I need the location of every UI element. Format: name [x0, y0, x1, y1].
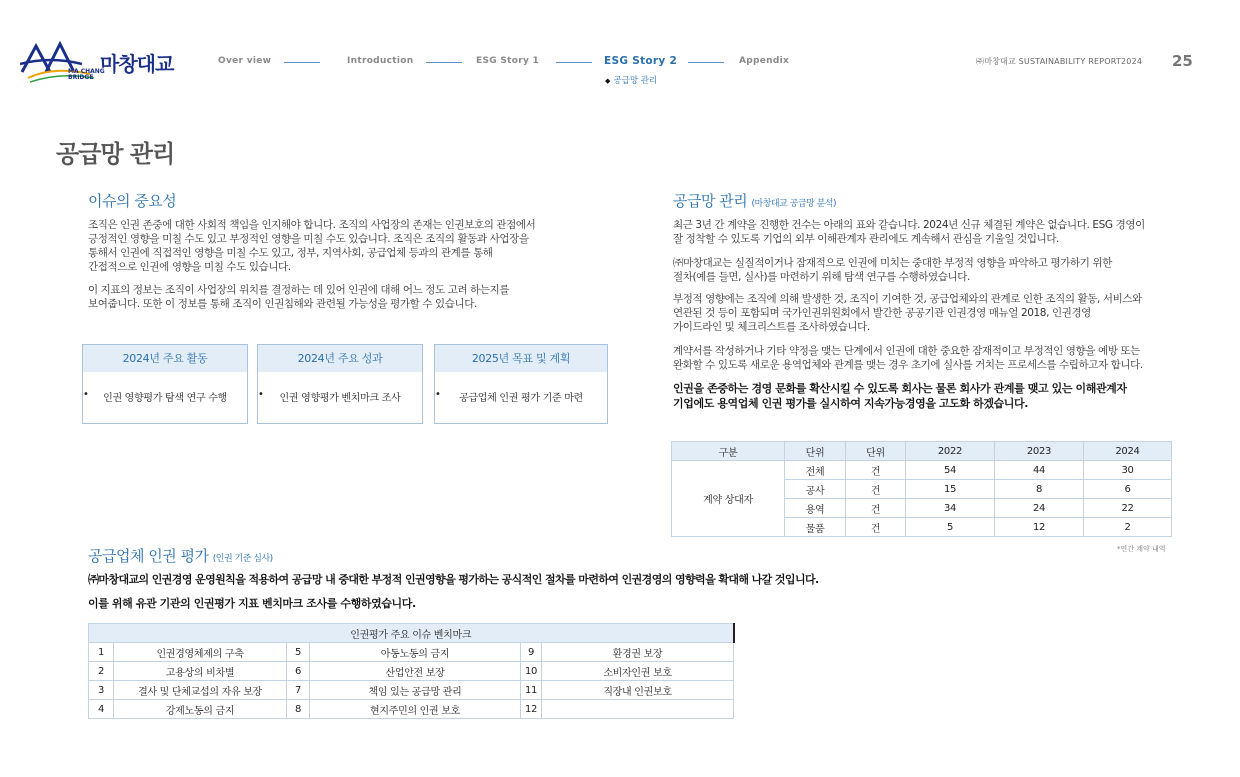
- table-cell: 건: [846, 518, 906, 537]
- result-box-head: 2024년 주요 성과: [258, 345, 422, 372]
- importance-para-2: 이 지표의 정보는 조직이 사업장의 위치를 결정하는 데 있어 인권에 대해 어느 정도 고려 하는지를 보여줍니다. 또한 이 정보를 통해 조직이 인권침해와 관련될 가능성을 평가할 수 있습니다.: [88, 284, 510, 310]
- supplier-eval-line-1: ㈜마창대교의 인권경영 운영원칙을 적용하여 공급망 내 중대한 부정적 인권영향을 평가하는 공식적인 절차를 마련하여 인권경영의 영향력을 확대해 나갈 것입니다.: [88, 573, 819, 586]
- activity-item: 인권 영향평가 탐색 연구 수행: [103, 393, 227, 404]
- bullet-icon: •: [83, 389, 89, 400]
- supply-chain-para-4: 계약서를 작성하거나 기타 약정을 맺는 단계에서 인권에 대한 중요한 잠재적이고 부정적인 영향을 예방 또는 완화할 수 있도록 새로운 용역업체와 관계를 맺는 경우 초기에 실사를 거치는 프로세스를 수립하고자 합니다.: [673, 345, 1143, 371]
- plan-box-head: 2025년 목표 및 계획: [435, 345, 607, 372]
- table-cell: 건: [846, 461, 906, 480]
- page-number: 25: [1172, 52, 1193, 70]
- table-header: 구분: [672, 442, 785, 461]
- table-header: 단위: [785, 442, 846, 461]
- table-cell: 용역: [785, 499, 846, 518]
- issue-number: 12: [521, 700, 542, 719]
- table-cell: 5: [906, 518, 995, 537]
- issue-text: 산업안전 보장: [310, 662, 521, 681]
- activity-box-head: 2024년 주요 활동: [83, 345, 247, 372]
- bullet-icon: •: [435, 389, 441, 400]
- plan-box: [434, 344, 608, 424]
- nav-overview[interactable]: Over view: [218, 56, 272, 66]
- supply-chain-para-1: 최근 3년 간 계약을 진행한 건수는 아래의 표와 같습니다. 2024년 신규 체결된 계약은 없습니다. ESG 경영이 잘 정착할 수 있도록 기업의 외부 이해관계자 관리에도 계속해서 관심을 기울일 것입니다.: [673, 219, 1145, 245]
- bullet-icon: •: [258, 389, 264, 400]
- table-cell: 2: [1084, 518, 1172, 537]
- logo-name: 마창대교: [100, 52, 174, 76]
- table-header: 단위: [846, 442, 906, 461]
- nav-appendix[interactable]: Appendix: [739, 56, 790, 66]
- nav-sub-item[interactable]: ◆ 공급망 관리: [605, 76, 658, 86]
- supplier-eval-title: 공급업체 인권 평가 (인권 기준 심사): [88, 547, 273, 565]
- supply-chain-para-5: 인권을 존중하는 경영 문화를 확산시킬 수 있도록 회사는 물론 회사가 관계를 맺고 있는 이해관계자 기업에도 용역업체 인권 평가를 실시하여 지속가능경영을 고도화 하겠습니다.: [673, 382, 1127, 410]
- issue-text: 결사 및 단체교섭의 자유 보장: [114, 681, 287, 700]
- issue-number: 2: [89, 662, 114, 681]
- nav-esg-story-2[interactable]: ESG Story 2: [604, 55, 678, 67]
- table-cell: 전체: [785, 461, 846, 480]
- issue-number: 11: [521, 681, 542, 700]
- issue-text: 강제노동의 금지: [114, 700, 287, 719]
- issue-number: 5: [287, 643, 310, 662]
- table-header: 2022: [906, 442, 995, 461]
- table-cell: 30: [1084, 461, 1172, 480]
- issue-number: 4: [89, 700, 114, 719]
- table-cell: 공사: [785, 480, 846, 499]
- table-row: [89, 700, 734, 719]
- issue-number: 3: [89, 681, 114, 700]
- report-label: ㈜마창대교 SUSTAINABILITY REPORT2024: [976, 57, 1143, 66]
- issue-text: 소비자인권 보호: [542, 662, 734, 681]
- table-footnote: *연간 계약 내역: [1117, 545, 1166, 553]
- issue-number: 10: [521, 662, 542, 681]
- table-cell: 22: [1084, 499, 1172, 518]
- page-title: 공급망 관리: [56, 140, 175, 168]
- nav-divider: [556, 62, 592, 63]
- result-item: 인권 영향평가 벤치마크 조사: [279, 393, 401, 404]
- table-cell: 34: [906, 499, 995, 518]
- issue-text: [542, 700, 734, 719]
- table-row: [672, 461, 1172, 480]
- supply-chain-para-3: 부정적 영향에는 조직에 의해 발생한 것, 조직이 기여한 것, 공급업체와의 관계로 인한 조직의 활동, 서비스와 연관된 것 등이 포함되며 국가인권위원회에서 발간한 공공기관 인권경영 매뉴얼 2018, 인권경영 가이드라인 및 체크리스트를 조사하였습니다.: [673, 293, 1142, 333]
- issue-text: 인권경영체제의 구축: [114, 643, 287, 662]
- issue-text: 직장내 인권보호: [542, 681, 734, 700]
- issue-number: 1: [89, 643, 114, 662]
- table-header: 2024: [1084, 442, 1172, 461]
- table-row: [89, 643, 734, 662]
- result-box: [257, 344, 423, 424]
- contract-table: [671, 441, 1172, 537]
- table-row: [89, 662, 734, 681]
- company-logo[interactable]: [20, 38, 180, 86]
- plan-item: 공급업체 인권 평가 기준 마련: [459, 393, 583, 404]
- diamond-bullet-icon: ◆: [605, 77, 611, 85]
- table-cell: 건: [846, 480, 906, 499]
- issue-number: 7: [287, 681, 310, 700]
- nav-introduction[interactable]: Introduction: [347, 56, 414, 66]
- table-cell: 44: [995, 461, 1084, 480]
- issue-table-header: 인권평가 주요 이슈 벤치마크: [89, 624, 734, 643]
- issue-text: 아동노동의 금지: [310, 643, 521, 662]
- table-row: [89, 681, 734, 700]
- table-cell: 8: [995, 480, 1084, 499]
- issue-number: 8: [287, 700, 310, 719]
- activity-box: [82, 344, 248, 424]
- table-header-row: [672, 442, 1172, 461]
- table-header: 2023: [995, 442, 1084, 461]
- table-cell: 건: [846, 499, 906, 518]
- issue-text: 고용상의 비차별: [114, 662, 287, 681]
- issue-text: 현지주민의 인권 보호: [310, 700, 521, 719]
- nav-divider: [426, 62, 462, 63]
- table-cell: 15: [906, 480, 995, 499]
- logo-sub: MA CHANG BRIDGE: [68, 68, 105, 81]
- importance-title: 이슈의 중요성: [88, 192, 177, 210]
- issue-table: [88, 623, 735, 719]
- table-cell: 6: [1084, 480, 1172, 499]
- issue-text: 책임 있는 공급망 관리: [310, 681, 521, 700]
- group-label: 계약 상대자: [672, 461, 785, 537]
- table-cell: 12: [995, 518, 1084, 537]
- supply-chain-title: 공급망 관리 (마창대교 공급망 분석): [673, 192, 836, 210]
- issue-number: 9: [521, 643, 542, 662]
- nav-divider: [688, 62, 724, 63]
- importance-para-1: 조직은 인권 존중에 대한 사회적 책임을 인지해야 합니다. 조직의 사업장의 존재는 인권보호의 관점에서 긍정적인 영향을 미칠 수도 있고 부정적인 영향을 미칠 수도 있습니다. 조직은 조직의 활동과 사업장을 통해서 인권에 직접적인 영향을 미칠 수도 있고, 정부, 지역사회, 공급업체 등과의 관계를 통해 간접적으로 인권에 영향을 미칠 수도 있습니다.: [88, 219, 536, 273]
- issue-text: 환경권 보장: [542, 643, 734, 662]
- table-cell: 54: [906, 461, 995, 480]
- supplier-eval-line-2: 이를 위해 유관 기관의 인권평가 지표 벤치마크 조사를 수행하였습니다.: [88, 597, 416, 610]
- table-cell: 24: [995, 499, 1084, 518]
- nav-esg-story-1[interactable]: ESG Story 1: [476, 56, 540, 66]
- issue-number: 6: [287, 662, 310, 681]
- supply-chain-para-2: ㈜마창대교는 실질적이거나 잠재적으로 인권에 미치는 중대한 부정적 영향을 파악하고 평가하기 위한 절차(예를 들면, 실사)를 마련하기 위해 탐색 연구를 수행하였습니다.: [673, 257, 1112, 283]
- nav-divider: [284, 62, 320, 63]
- table-cell: 물품: [785, 518, 846, 537]
